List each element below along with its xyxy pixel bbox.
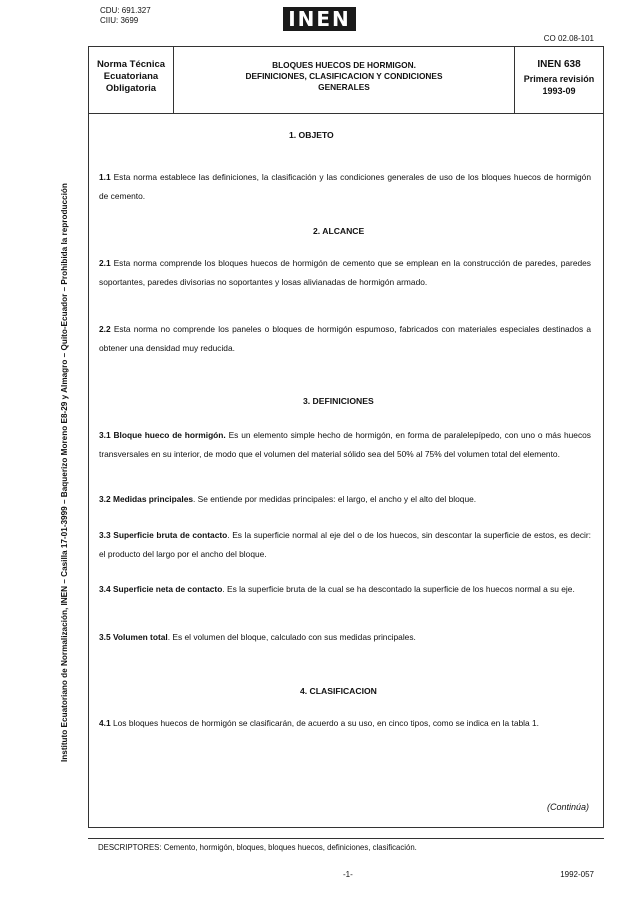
paragraph-text: Los bloques huecos de hormigón se clasificarán, de acuerdo a su uso, en cinco tipos, como se indica en la tabla 1.: [110, 718, 539, 728]
title-line3: GENERALES: [318, 82, 370, 92]
paragraph-text: . Es el volumen del bloque, calculado con sus medidas principales.: [167, 632, 416, 642]
paragraph-number: 1.1: [99, 172, 111, 182]
definition-term: 3.2 Medidas principales: [99, 494, 194, 504]
paragraph-text: . Es la superficie bruta de la cual se ha descontado la superficie de los huecos normal a su eje.: [222, 584, 575, 594]
norm-type-cell: [89, 47, 174, 113]
sidebar-vertical-text: Instituto Ecuatoriano de Normalización, INEN – Casilla 17-01-3999 – Baquerizo Moreno E8-29 y Almagro – Quito-Ecuador – Prohibida la reproducción: [60, 183, 69, 762]
section-title-clasificacion: [89, 686, 603, 696]
paragraph-3-3: [99, 526, 591, 563]
paragraph-3-4: [99, 580, 591, 599]
paragraph-number: 2.1: [99, 258, 111, 268]
paragraph-3-5: [99, 628, 591, 647]
section-title-definiciones-text: 3. DEFINICIONES: [303, 396, 374, 406]
paragraph-text: . Se entiende por medidas principales: el largo, el ancho y el alto del bloque.: [193, 494, 477, 504]
title-line2: DEFINICIONES, CLASIFICACION Y CONDICIONES: [245, 71, 443, 81]
revision-date: 1993-09: [542, 86, 576, 96]
paragraph-2-2: [99, 320, 591, 357]
logo-text: INEN: [288, 7, 351, 31]
paragraph-3-2: [99, 490, 591, 509]
section-title-alcance-text: 2. ALCANCE: [313, 226, 365, 236]
revision-label: Primera revisión: [523, 74, 595, 84]
definition-term: 3.4 Superficie neta de contacto: [99, 584, 223, 594]
header-box: [88, 46, 604, 114]
paragraph-number: 4.1: [99, 718, 111, 728]
paragraph-text: Esta norma comprende los bloques huecos de hormigón de cemento que se emplean en la construcción de paredes, paredes soportantes, paredes divisorias no soportantes y losas alivianadas de hormigón armado.: [99, 258, 591, 287]
paragraph-number: 2.2: [99, 324, 111, 334]
definition-term: 3.5 Volumen total: [99, 632, 168, 642]
title-line1: BLOQUES HUECOS DE HORMIGON.: [272, 60, 416, 70]
cdu-code: CDU: 691.327: [100, 6, 151, 15]
classification-codes: [100, 6, 151, 26]
definition-term: 3.1 Bloque hueco de hormigón.: [99, 430, 226, 440]
norm-type-line3: Obligatoria: [105, 83, 157, 94]
paragraph-4-1: [99, 714, 591, 733]
standard-code: INEN 638: [537, 59, 581, 70]
section-title-alcance: [89, 226, 603, 236]
document-title-cell: [174, 47, 515, 113]
section-title-objeto-text: 1. OBJETO: [289, 130, 334, 140]
ciiu-code: CIIU: 3699: [100, 16, 139, 25]
section-title-clasificacion-text: 4. CLASIFICACION: [300, 686, 377, 696]
paragraph-text: Esta norma no comprende los paneles o bloques de hormigón espumoso, fabricados con materiales especiales destinados a obtener una densidad muy reducida.: [99, 324, 591, 353]
paragraph-1-1: [99, 168, 591, 205]
continua-note: (Continúa): [546, 802, 589, 812]
content-box: [88, 114, 604, 828]
norm-type-line1: Norma Técnica: [96, 59, 166, 70]
footer-code: 1992-057: [560, 870, 594, 879]
paragraph-text: Esta norma establece las definiciones, la clasificación y las condiciones generales de uso de los bloques huecos de hormigón de cemento.: [99, 172, 591, 201]
page-number: -1-: [343, 870, 353, 879]
norm-type-line2: Ecuatoriana: [103, 71, 159, 82]
paragraph-3-1: [99, 426, 591, 463]
section-title-objeto: [89, 130, 603, 140]
inen-logo: [283, 7, 356, 31]
definition-term: 3.3 Superficie bruta de contacto: [99, 530, 228, 540]
standard-code-cell: [515, 47, 603, 113]
section-title-definiciones: [89, 396, 603, 406]
paragraph-text: Es un elemento simple hecho de hormigón, en forma de paralelepípedo, con uno o más huecos transversales en su interior, de modo que el volumen del material sólido sea del 50% al 75% del volumen total del elemento.: [99, 430, 591, 459]
paragraph-text: . Es la superficie normal al eje del o de los huecos, sin descontar la superficie de estos, es decir: el producto del largo por el ancho del bloque.: [99, 530, 591, 559]
document-code-ref: CO 02.08-101: [543, 34, 594, 43]
descriptores-line: DESCRIPTORES: Cemento, hormigón, bloques, bloques huecos, definiciones, clasificación.: [88, 838, 604, 852]
paragraph-2-1: [99, 254, 591, 291]
